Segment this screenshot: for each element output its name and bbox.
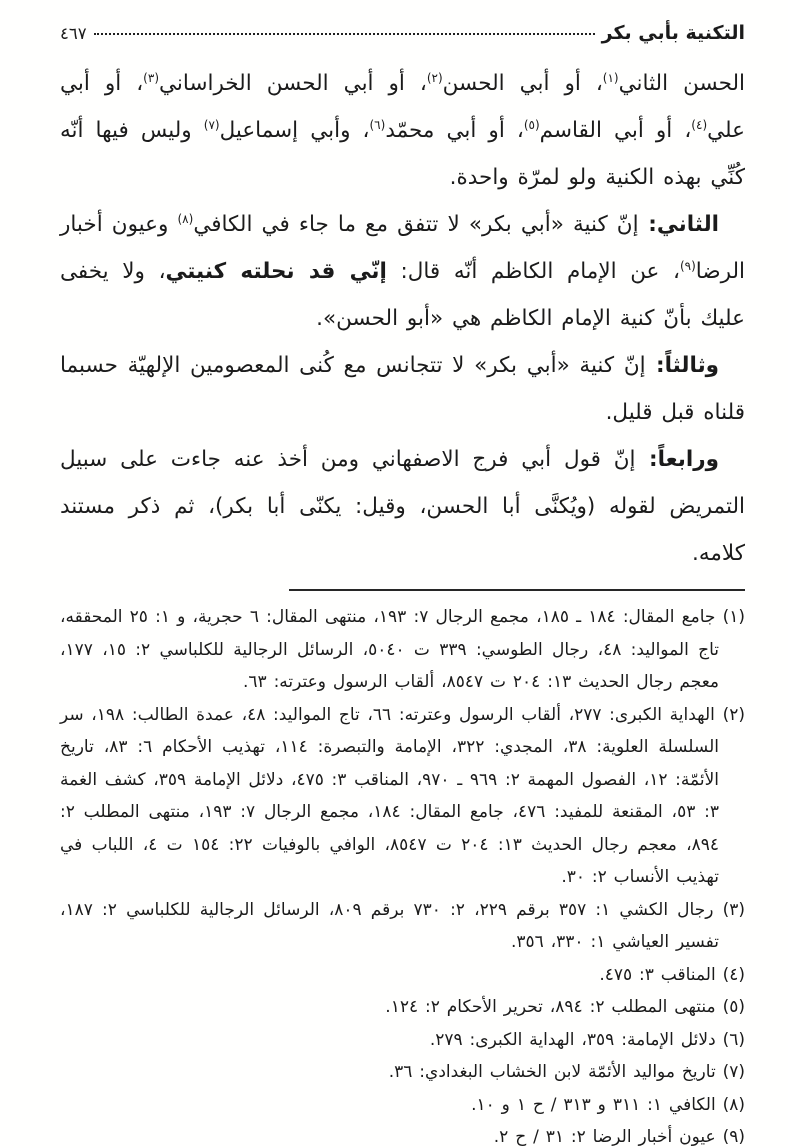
footnotes (60, 601, 745, 1148)
footnote-text: الهداية الكبرى: ٢٧٧، ألقاب الرسول وعترته: ٦٦، تاج المواليد: ٤٨، عمدة الطالب: ١٩٨، سر السلسلة العلوية: ٣٨، المجدي: ٣٢٢، الإمامة والتبصرة: ١١٤، تهذيب الأحكام ٦: ٨٣، تاريخ الأئمّة: ١٢، الفصول المهمة ٢: ٩٦٩ ـ ٩٧٠، المناقب ٣: ٤٧٥، دلائل الإمامة ٣٥٩، كشف الغمة ٣: ٥٣، المقنعة للمفيد: ٤٧٦، جامع المقال: ١٨٤، مجمع الرجال ٧: ١٩٣، منتهى المطلب ٢: ٨٩٤، معجم رجال الحديث ١٣: ٢٠٤ ت ٨٥٤٧، الوافي بالوفيات ٢٢: ١٥٤ ت ٤، اللباب في تهذيب الأنساب ٢: ٣٠. (60, 704, 720, 887)
footnote-marker: (٧) (722, 1062, 745, 1082)
footnote-marker: (٤) (722, 964, 745, 985)
text-run: الحسن الثاني (618, 71, 746, 96)
text-run: إنّ كنية «أبي بكر» لا تتفق مع ما جاء في الكافي (193, 212, 639, 237)
footnote-item (60, 1024, 745, 1057)
text-run: وعيون أخبار الرضا (60, 212, 745, 284)
footnote-item (60, 959, 745, 992)
footnote-marker: (٢) (722, 704, 746, 725)
footnote-text: عيون أخبار الرضا ٢: ٣١ / ح ٢. (493, 1127, 716, 1147)
footnote-ref: (٩) (679, 259, 696, 273)
footnote-marker: (٦) (722, 1029, 745, 1050)
footnote-text: تاريخ مواليد الأئمّة لابن الخشاب البغدادي: ٣٦. (388, 1062, 716, 1082)
footnote-item (60, 1056, 745, 1089)
footnote-separator (289, 589, 745, 591)
footnote-ref: (٨) (177, 212, 194, 226)
footnote-item (60, 1121, 745, 1148)
footnote-marker: (٣) (722, 899, 746, 920)
footnote-text: رجال الكشي ١: ٣٥٧ برقم ٢٢٩، ٢: ٧٣٠ برقم ٨٠٩، الرسائل الرجالية للكلباسي ٢: ١٨٧، تفسير العياشي ١: ٣٣٠، ٣٥٦. (60, 899, 719, 952)
footnote-ref: (٢) (426, 71, 443, 85)
quoted-bold-run: إنّي قد نحلته كنيتي (165, 259, 387, 284)
footnote-text: المناقب ٣: ٤٧٥. (599, 964, 716, 985)
running-head-title: التكنية بأبي بكر (601, 22, 745, 44)
footnote-marker: (٥) (722, 997, 745, 1017)
lead-word: ورابعاً: (635, 447, 719, 472)
text-run: ، ولا يخفى عليك بأنّ كنية الإمام الكاظم هي «أبو الحسن». (60, 259, 745, 331)
footnote-item (60, 699, 745, 894)
footnote-item (60, 601, 745, 699)
text-run: إنّ كنية «أبي بكر» لا تتجانس مع كُنى المعصومين الإلهيّة حسبما قلناه قبل قليل. (60, 353, 745, 425)
lead-word: وثالثاً: (645, 353, 720, 378)
footnote-ref: (٧) (203, 118, 220, 132)
footnote-ref: (٦) (369, 118, 386, 132)
paragraph-2 (60, 201, 745, 342)
footnote-item (60, 894, 745, 959)
page-body (60, 60, 745, 577)
footnote-ref: (٣) (143, 71, 159, 85)
footnote-text: دلائل الإمامة: ٣٥٩، الهداية الكبرى: ٢٧٩. (429, 1029, 716, 1050)
text-run: ، عن الإمام الكاظم أنّه قال: (386, 259, 680, 284)
text-run: ، أو أبي الحسن الخراساني (159, 71, 427, 96)
paragraph-4 (60, 436, 745, 577)
footnote-ref: (٤) (691, 118, 708, 132)
text-run: ، أو أبي الحسن (442, 71, 603, 96)
footnote-text: منتهى المطلب ٢: ٨٩٤، تحرير الأحكام ٢: ١٢٤. (385, 997, 716, 1017)
text-run: وليس فيها أنّه كُنِّي بهذه الكنية ولو لمرّة واحدة. (60, 118, 745, 190)
footnote-item (60, 1089, 745, 1122)
text-run: ، أو أبي القاسم (539, 118, 692, 143)
footnote-marker: (١) (722, 607, 745, 627)
footnote-marker: (٨) (722, 1094, 745, 1115)
footnote-ref: (٥) (523, 118, 540, 132)
text-run: ، وأبي إسماعيل (219, 118, 370, 143)
paragraph-1 (60, 60, 745, 201)
lead-word: الثاني: (638, 212, 720, 237)
page-number: ٤٦٧ (60, 24, 87, 43)
running-header (60, 22, 745, 44)
text-run: إنّ قول أبي فرج الاصفهاني ومن أخذ عنه جاءت على سبيل التمريض لقوله (ويُكنَّى أبا الحسن، وقيل: يكنّى أبا بكر)، ثم ذكر مستند كلامه. (60, 447, 745, 566)
text-run: ، أو أبي علي (60, 71, 745, 143)
text-run: ، أو أبي محمّد (385, 118, 524, 143)
footnote-item (60, 991, 745, 1024)
dotted-leader (94, 32, 595, 35)
footnote-text: جامع المقال: ١٨٤ ـ ١٨٥، مجمع الرجال ٧: ١٩٣، منتهى المقال: ٦ حجرية، و ١: ٢٥ المحققه، تاج المواليد: ٤٨، رجال الطوسي: ٣٣٩ ت ٥٠٤٠، الرسائل الرجالية للكلباسي ٢: ١٥، ١٧٧، معجم رجال الحديث ١٣: ٢٠٤ ت ٨٥٤٧، ألقاب الرسول وعترته: ٦٣. (60, 607, 720, 692)
paragraph-3 (60, 342, 745, 436)
footnote-marker: (٩) (722, 1127, 745, 1147)
footnote-ref: (١) (602, 71, 619, 85)
footnote-text: الكافي ١: ٣١١ و ٣١٣ / ح ١ و ١٠. (471, 1094, 716, 1115)
